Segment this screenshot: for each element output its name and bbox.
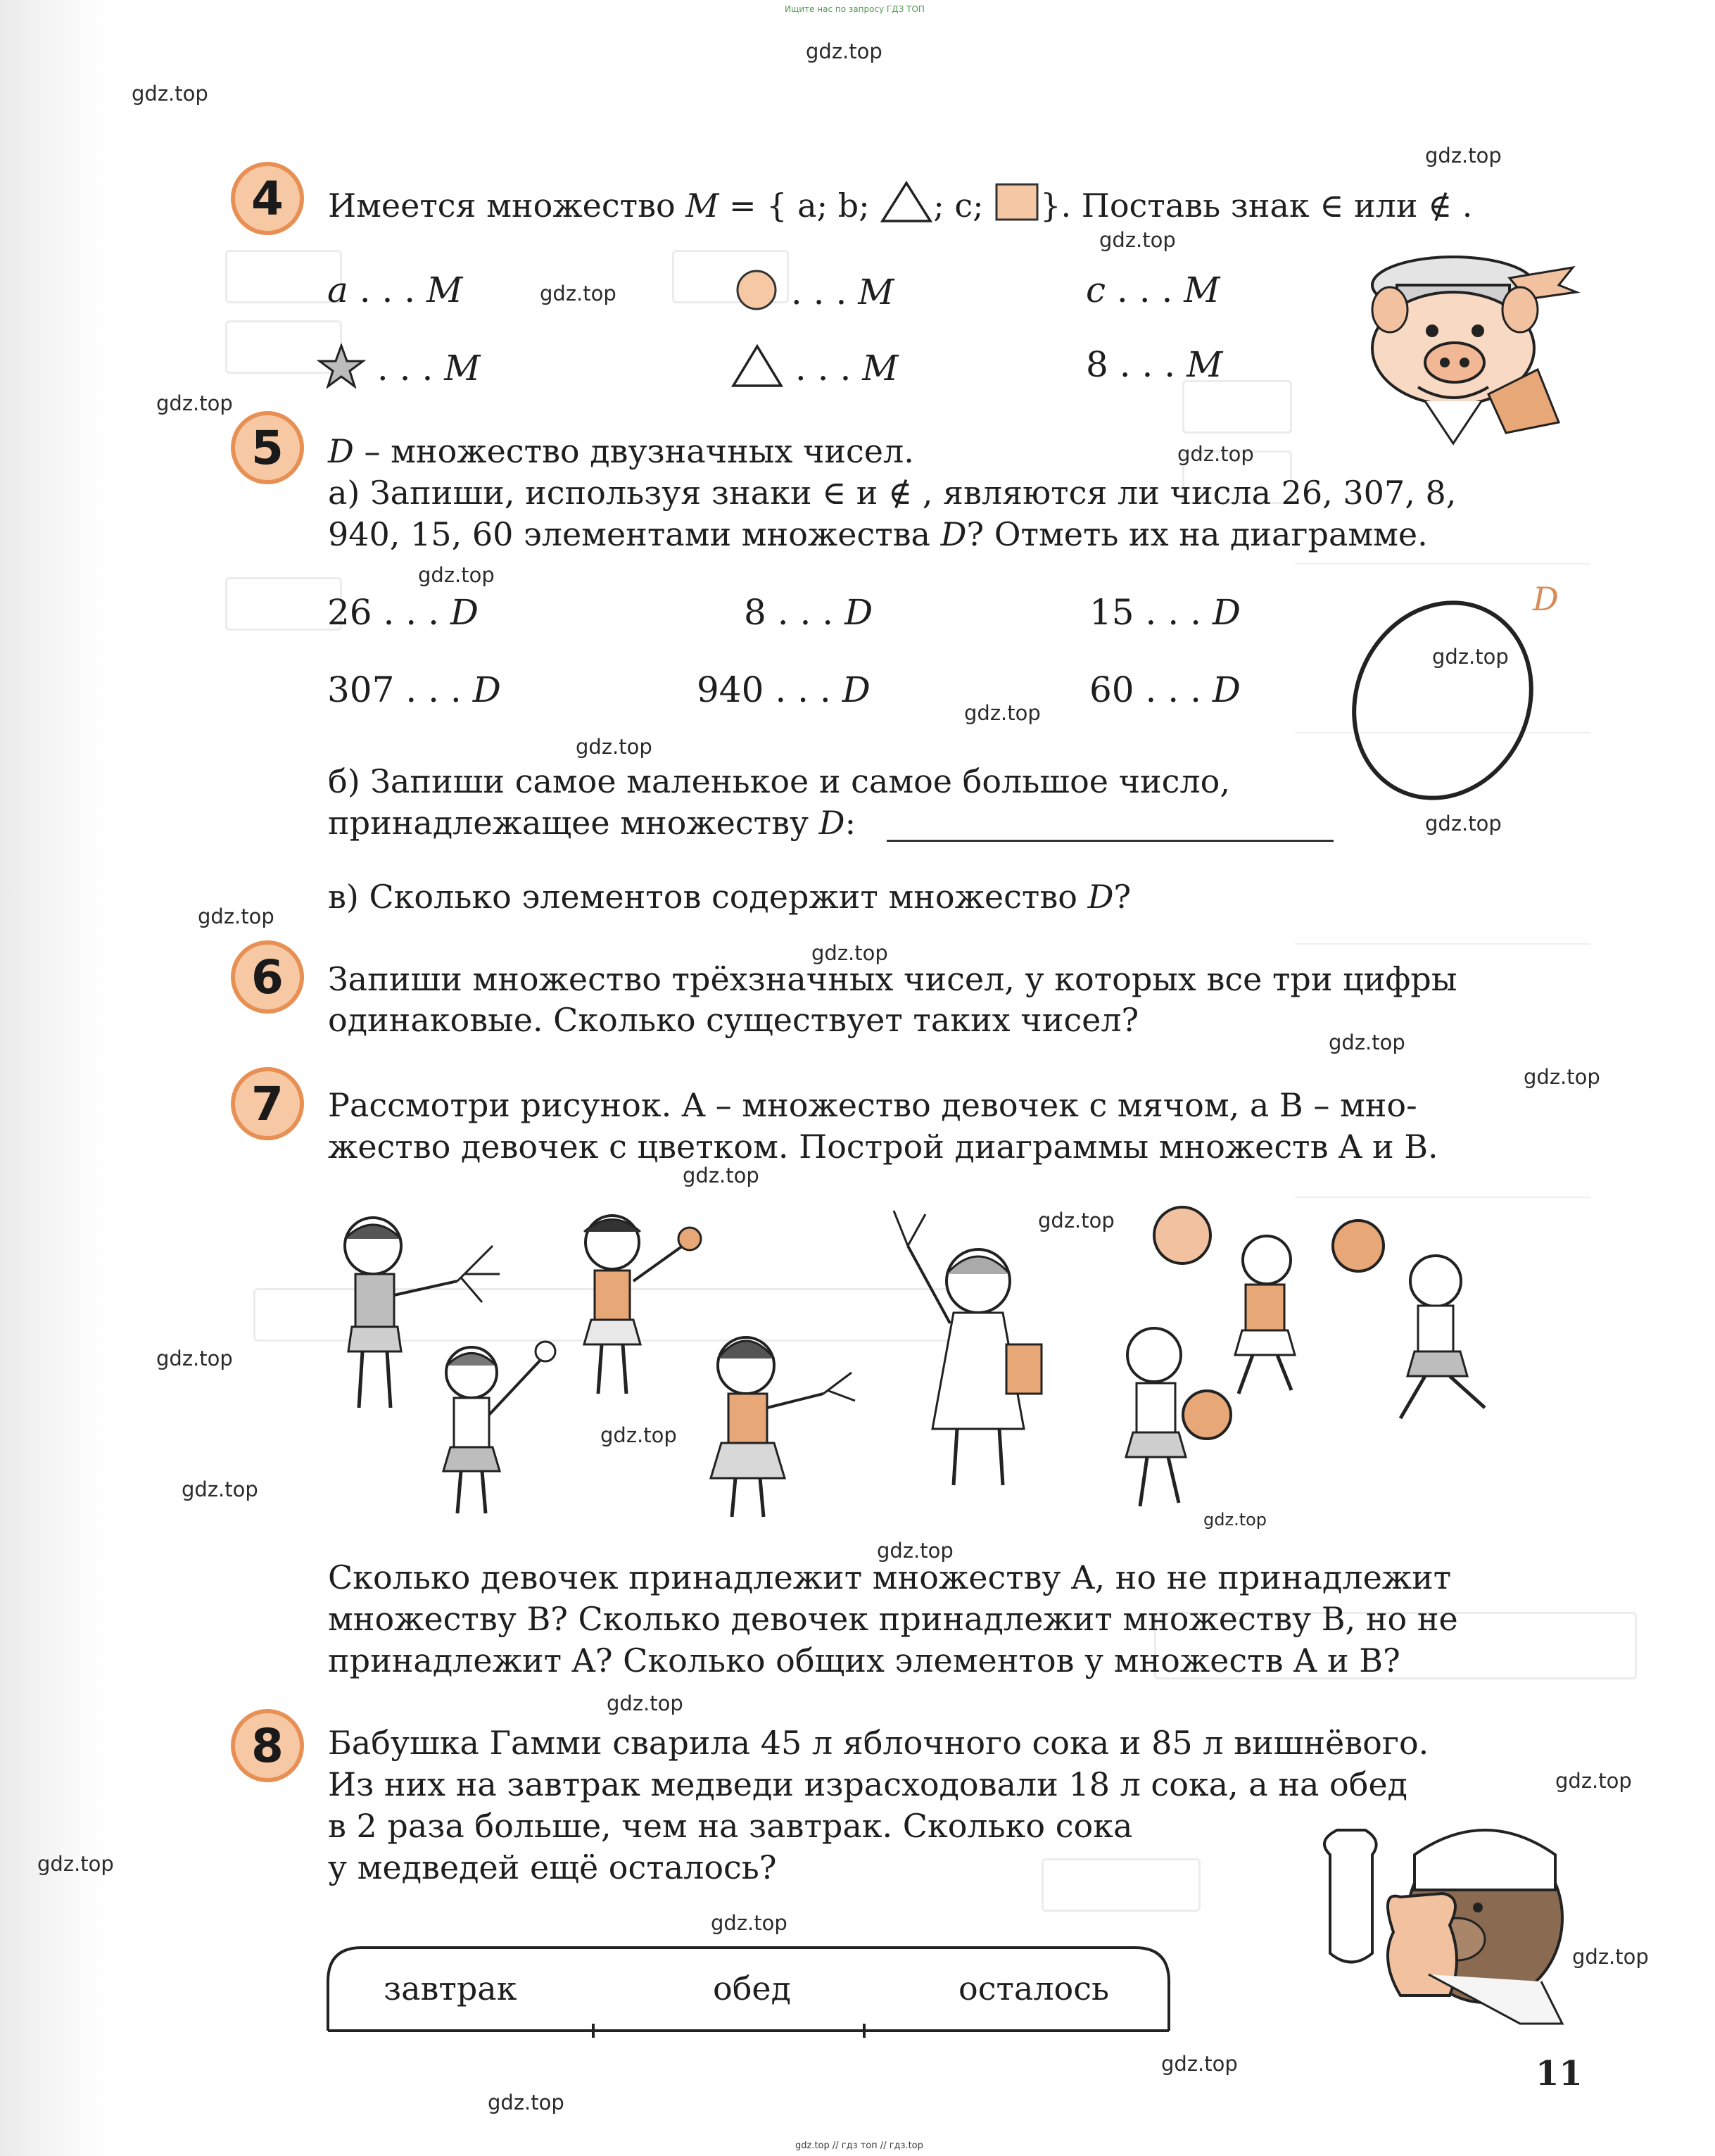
answer-slot: . . . bbox=[780, 272, 859, 313]
task5-intro-text: – множество двузначных чисел. bbox=[353, 432, 914, 470]
watermark: gdz.top bbox=[1425, 812, 1502, 836]
task4-set-mid: ; c; bbox=[933, 187, 984, 225]
task6-line2: одинаковые. Сколько существует таких чисел? bbox=[328, 1001, 1139, 1039]
set-variable: D bbox=[818, 804, 845, 842]
watermark: gdz.top bbox=[600, 1423, 677, 1447]
watermark: gdz.top bbox=[1161, 2052, 1238, 2076]
triangle-icon bbox=[880, 180, 933, 224]
girl-with-ball bbox=[1126, 1328, 1231, 1506]
circle-icon bbox=[733, 269, 780, 311]
girls-illustration bbox=[331, 1204, 1548, 1527]
set-variable: D bbox=[472, 669, 501, 710]
task-number-badge: 8 bbox=[231, 1709, 304, 1782]
task4-item bbox=[1086, 343, 1222, 386]
answer-slot: . . . bbox=[764, 669, 842, 710]
task5-item bbox=[327, 669, 501, 711]
task7-line1: Рассмотри рисунок. A – множество девочек с мячом, а B – мно- bbox=[328, 1086, 1417, 1124]
ghost-box bbox=[1042, 1858, 1201, 1912]
watermark: gdz.top bbox=[132, 82, 208, 106]
answer-slot: . . . bbox=[372, 592, 450, 633]
watermark: gdz.top bbox=[1099, 228, 1176, 252]
task5-item bbox=[327, 591, 479, 633]
answer-slot: . . . bbox=[784, 348, 863, 389]
task-number-badge: 7 bbox=[231, 1067, 304, 1140]
element-c: c bbox=[1086, 270, 1106, 310]
set-variable: D bbox=[842, 669, 871, 710]
pig-character-illustration bbox=[1348, 243, 1587, 447]
task5-a-line2 bbox=[328, 514, 1428, 555]
task-number-badge: 4 bbox=[231, 162, 304, 235]
task8-line3: в 2 раза больше, чем на завтрак. Сколько сока bbox=[328, 1807, 1133, 1845]
number: 26 bbox=[327, 592, 372, 633]
set-variable: M bbox=[426, 270, 463, 310]
set-variable: D bbox=[844, 592, 873, 633]
watermark: gdz.top bbox=[198, 904, 274, 928]
task5-a-line1: а) Запиши, используя знаки ∈ и ∉ , являются ли числа 26, 307, 8, bbox=[328, 474, 1457, 512]
number: 15 bbox=[1089, 592, 1134, 633]
watermark: gdz.top bbox=[877, 1539, 954, 1563]
answer-slot: . . . bbox=[1108, 344, 1187, 385]
watermark: gdz.top bbox=[1425, 144, 1502, 168]
girl-with-flower bbox=[443, 1342, 555, 1513]
watermark: gdz.top bbox=[37, 1852, 114, 1876]
set-variable: D bbox=[450, 592, 479, 633]
set-variable: D bbox=[1087, 878, 1114, 916]
watermark: gdz.top bbox=[1524, 1065, 1600, 1089]
answer-underline bbox=[887, 840, 1334, 842]
answer-slot: . . . bbox=[394, 669, 473, 710]
ghost-box bbox=[225, 250, 342, 303]
task4-item bbox=[327, 269, 462, 311]
element-8: 8 bbox=[1086, 344, 1108, 385]
set-variable: M bbox=[685, 187, 719, 225]
task4-item bbox=[317, 343, 480, 389]
task6-line1: Запиши множество трёхзначных чисел, у которых все три цифры bbox=[328, 960, 1457, 998]
task8-line1: Бабушка Гамми сварила 45 л яблочного сока и 85 л вишнёвого. bbox=[328, 1724, 1429, 1762]
task4-item bbox=[730, 343, 898, 389]
answer-slot: . . . bbox=[348, 270, 427, 310]
task5-b-line2 bbox=[328, 802, 856, 843]
number: 60 bbox=[1089, 669, 1134, 710]
task5-text: : bbox=[844, 804, 856, 842]
ghost-line bbox=[1295, 943, 1590, 945]
set-variable: M bbox=[858, 272, 894, 313]
answer-slot: . . . bbox=[1134, 669, 1213, 710]
task7-question-line2: множеству B? Сколько девочек принадлежит множеству B, но не bbox=[328, 1600, 1458, 1638]
task-number-badge: 5 bbox=[231, 411, 304, 484]
watermark: gdz.top bbox=[607, 1691, 683, 1715]
girl-with-flower bbox=[894, 1211, 1042, 1485]
task5-item bbox=[744, 591, 873, 633]
task5-c-line bbox=[328, 876, 1131, 917]
task4-item bbox=[1086, 269, 1220, 311]
task4-text: Имеется множество bbox=[328, 187, 676, 225]
task4-statement bbox=[328, 180, 1472, 226]
watermark: gdz.top bbox=[488, 2091, 564, 2114]
task8-line2: Из них на завтрак медведи израсходовали 18 л сока, а на обед bbox=[328, 1765, 1407, 1803]
watermark: gdz.top bbox=[1177, 442, 1254, 466]
set-variable: M bbox=[1186, 344, 1223, 385]
task5-text: ? Отметь их на диаграмме. bbox=[966, 515, 1428, 553]
watermark: gdz.top bbox=[711, 1911, 787, 1935]
task-number-badge: 6 bbox=[231, 940, 304, 1014]
task7-line2: жество девочек с цветком. Построй диаграммы множеств A и B. bbox=[328, 1128, 1438, 1166]
set-variable: D bbox=[940, 515, 967, 553]
girl-with-flower bbox=[584, 1216, 701, 1394]
answer-slot: . . . bbox=[1134, 592, 1213, 633]
watermark: gdz.top bbox=[806, 39, 882, 63]
watermark: gdz.top bbox=[1329, 1030, 1405, 1054]
number: 940 bbox=[697, 669, 764, 710]
set-variable: D bbox=[1212, 592, 1241, 633]
task4-item bbox=[733, 269, 894, 313]
task7-question-line1: Сколько девочек принадлежит множеству A, но не принадлежит bbox=[328, 1558, 1452, 1596]
answer-slot: . . . bbox=[1106, 270, 1184, 310]
bar-label-breakfast: завтрак bbox=[384, 1969, 517, 2007]
watermark: gdz.top bbox=[1572, 1945, 1649, 1969]
bottom-notice: gdz.top // гдз топ // гдз.top bbox=[795, 2141, 923, 2151]
task4-set-open: = { a; b; bbox=[719, 187, 870, 225]
element-a: a bbox=[327, 270, 348, 310]
task7-question-line3: принадлежит A? Сколько общих элементов у множеств A и B? bbox=[328, 1641, 1400, 1679]
set-variable: M bbox=[1184, 270, 1220, 310]
watermark: gdz.top bbox=[683, 1164, 759, 1187]
star-icon bbox=[317, 343, 366, 389]
watermark: gdz.top bbox=[1038, 1209, 1115, 1233]
ghost-box bbox=[225, 577, 342, 631]
watermark: gdz.top bbox=[156, 1347, 233, 1370]
girl-with-ball bbox=[1333, 1221, 1485, 1418]
task5-b-line1: б) Запиши самое маленькое и самое большое число, bbox=[328, 762, 1230, 800]
grandma-bear-illustration bbox=[1288, 1813, 1583, 2038]
set-variable: M bbox=[444, 348, 481, 389]
watermark: gdz.top bbox=[576, 735, 652, 759]
answer-slot: . . . bbox=[766, 592, 845, 633]
page-shadow bbox=[0, 0, 106, 2156]
set-variable: M bbox=[862, 348, 899, 389]
girl-with-flower bbox=[711, 1337, 855, 1517]
task5-text: 940, 15, 60 элементами множества bbox=[328, 515, 941, 553]
watermark: gdz.top bbox=[1432, 645, 1509, 669]
ghost-line bbox=[1295, 1197, 1590, 1198]
task5-text: в) Сколько элементов содержит множество bbox=[328, 878, 1088, 916]
watermark: gdz.top bbox=[1203, 1510, 1267, 1530]
set-d-label: D bbox=[1533, 580, 1559, 618]
set-variable: D bbox=[1212, 669, 1241, 710]
bar-label-remaining: осталось bbox=[958, 1969, 1110, 2007]
task5-text: ? bbox=[1113, 878, 1132, 916]
triangle-icon bbox=[730, 343, 784, 389]
number: 307 bbox=[327, 669, 395, 710]
task5-item bbox=[697, 669, 871, 711]
task5-intro bbox=[328, 431, 914, 472]
ghost-box bbox=[1182, 380, 1292, 434]
watermark: gdz.top bbox=[964, 701, 1041, 725]
task5-text: принадлежащее множеству bbox=[328, 804, 819, 842]
number: 8 bbox=[744, 592, 766, 633]
task5-item bbox=[1089, 669, 1241, 711]
ghost-line bbox=[1295, 563, 1590, 565]
square-icon bbox=[994, 182, 1040, 222]
watermark: gdz.top bbox=[811, 941, 888, 965]
task4-set-close: }. Поставь знак ∈ или ∉ . bbox=[1040, 187, 1473, 225]
top-notice: Ищите нас по запросу ГДЗ ТОП bbox=[785, 4, 925, 14]
watermark: gdz.top bbox=[418, 563, 495, 587]
answer-slot: . . . bbox=[366, 348, 445, 389]
watermark: gdz.top bbox=[540, 282, 616, 305]
set-variable: D bbox=[328, 432, 354, 470]
task5-item bbox=[1089, 591, 1241, 633]
task8-line4: у медведей ещё осталось? bbox=[328, 1848, 777, 1886]
bar-label-lunch: обед bbox=[713, 1969, 791, 2007]
watermark: gdz.top bbox=[182, 1477, 258, 1501]
page-number: 11 bbox=[1536, 2054, 1583, 2093]
watermark: gdz.top bbox=[156, 391, 233, 415]
watermark: gdz.top bbox=[1555, 1769, 1632, 1793]
